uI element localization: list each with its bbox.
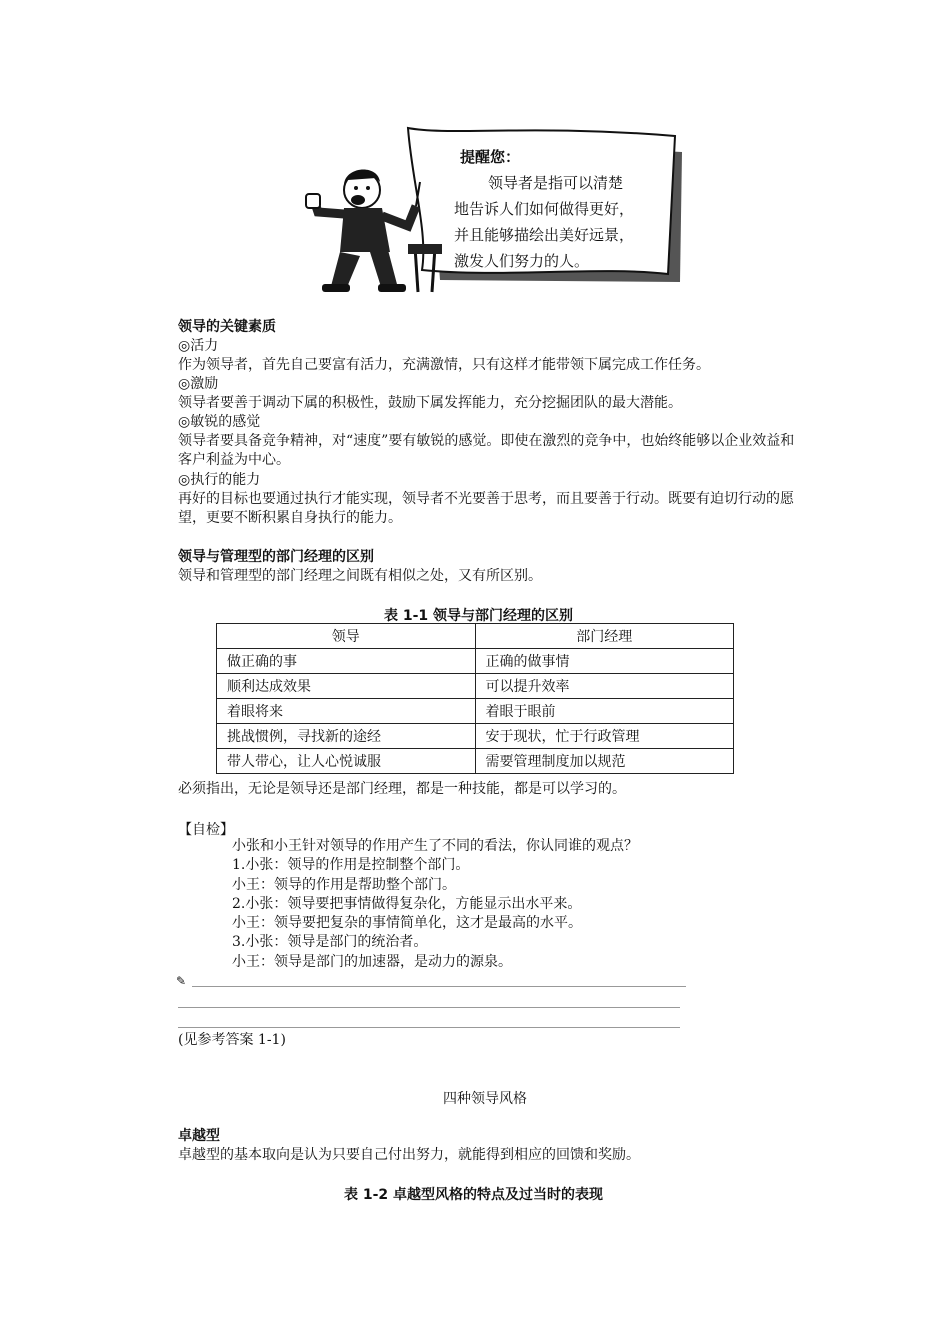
section-title: 四种领导风格 <box>443 1091 527 1107</box>
table-caption: 表 1-2 卓越型风格的特点及过当时的表现 <box>344 1187 604 1203</box>
pencil-icon: ✎ <box>176 974 187 988</box>
item-title: ◎活力 <box>178 338 219 354</box>
reminder-line: 地告诉人们如何做得更好， <box>454 200 635 218</box>
selfcheck-question: 小张和小王针对领导的作用产生了不同的看法，你认同谁的观点？ <box>232 838 638 854</box>
table-cell: 着眼将来 <box>217 699 476 724</box>
table-cell: 顺利达成效果 <box>217 674 476 699</box>
item-text: 再好的目标也要通过执行才能实现，领导者不光要善于思考，而且要善于行动。既要有迫切行动的愿望，更要不断积累自身执行的能力。 <box>178 491 794 526</box>
table-row <box>217 724 734 749</box>
table-row <box>217 699 734 724</box>
table-row <box>217 749 734 774</box>
section-heading: 领导与管理型的部门经理的区别 <box>178 549 374 565</box>
table-row <box>217 649 734 674</box>
table-cell: 正确的做事情 <box>475 649 734 674</box>
table-row <box>217 674 734 699</box>
table-caption: 表 1-1 领导与部门经理的区别 <box>384 608 574 624</box>
reminder-line: 领导者是指可以清楚 <box>488 174 624 192</box>
table-note: 必须指出，无论是领导还是部门经理，都是一种技能，都是可以学习的。 <box>178 781 626 797</box>
item-text: 领导者要具备竞争精神，对“速度”要有敏锐的感觉。即使在激烈的竞争中，也始终能够以企业效益和客户利益为中心。 <box>178 433 795 468</box>
table-header: 领导 <box>217 624 476 649</box>
section-intro: 领导和管理型的部门经理之间既有相似之处，又有所区别。 <box>178 568 542 584</box>
selfcheck-line: 小王：领导是部门的加速器，是动力的源泉。 <box>232 954 512 970</box>
table-cell: 做正确的事 <box>217 649 476 674</box>
selfcheck-line: 小王：领导要把复杂的事情简单化，这才是最高的水平。 <box>232 915 582 931</box>
reminder-title: 提醒您： <box>460 148 521 166</box>
reminder-line: 激发人们努力的人。 <box>454 252 590 270</box>
selfcheck-label: 【自检】 <box>178 822 234 838</box>
table-header: 部门经理 <box>475 624 734 649</box>
answer-line[interactable] <box>178 1027 680 1028</box>
section-text: 卓越型的基本取向是认为只要自己付出努力，就能得到相应的回馈和奖励。 <box>178 1147 640 1163</box>
selfcheck-line: 3.小张：领导是部门的统治者。 <box>232 934 428 950</box>
comparison-table <box>216 623 734 774</box>
selfcheck-line: 小王：领导的作用是帮助整个部门。 <box>232 877 456 893</box>
table-cell: 需要管理制度加以规范 <box>475 749 734 774</box>
answer-line[interactable] <box>178 1007 680 1008</box>
section-heading: 领导的关键素质 <box>178 319 276 335</box>
table-cell: 带人带心，让人心悦诚服 <box>217 749 476 774</box>
reminder-line: 并且能够描绘出美好远景， <box>454 226 635 244</box>
answer-line[interactable] <box>192 986 686 987</box>
selfcheck-line: 1.小张：领导的作用是控制整个部门。 <box>232 857 470 873</box>
item-title: ◎执行的能力 <box>178 472 261 488</box>
answer-reference: (见参考答案 1-1) <box>178 1032 286 1048</box>
item-text: 领导者要善于调动下属的积极性，鼓励下属发挥能力，充分挖掘团队的最大潜能。 <box>178 395 682 411</box>
item-title: ◎激励 <box>178 376 219 392</box>
table-header-row <box>217 624 734 649</box>
table-cell: 安于现状，忙于行政管理 <box>475 724 734 749</box>
table-cell: 着眼于眼前 <box>475 699 734 724</box>
item-text: 作为领导者，首先自己要富有活力，充满激情，只有这样才能带领下属完成工作任务。 <box>178 357 710 373</box>
selfcheck-line: 2.小张：领导要把事情做得复杂化，方能显示出水平来。 <box>232 896 582 912</box>
table-cell: 可以提升效率 <box>475 674 734 699</box>
table-cell: 挑战惯例，寻找新的途经 <box>217 724 476 749</box>
section-heading: 卓越型 <box>178 1128 220 1144</box>
item-title: ◎敏锐的感觉 <box>178 414 261 430</box>
